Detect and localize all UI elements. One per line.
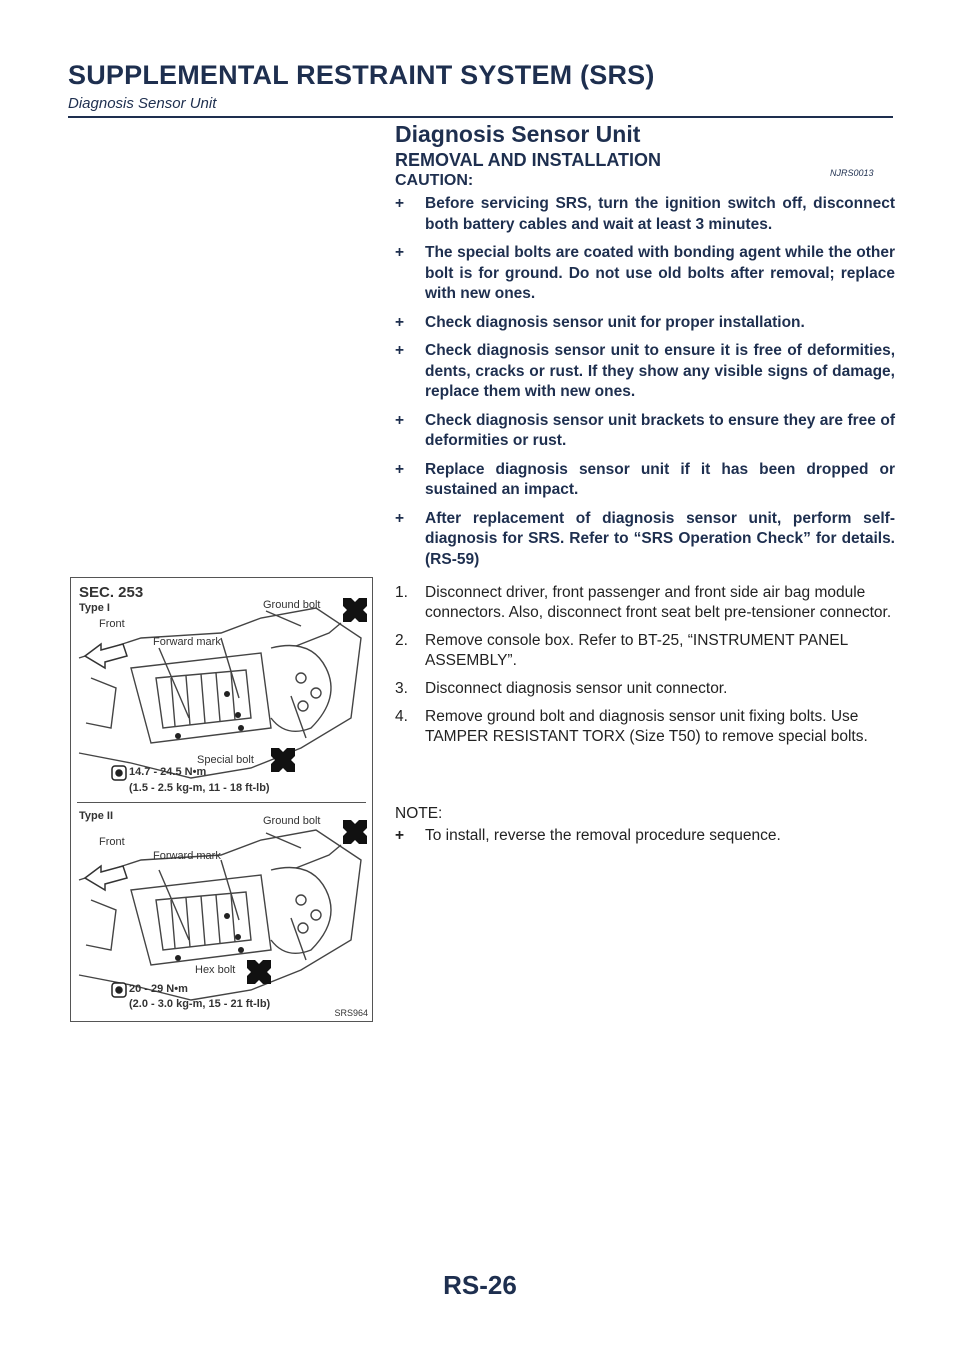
caution-item: + Before servicing SRS, turn the ignition switch off, disconnect both battery cables and wait at least 3 minutes. [395, 195, 895, 233]
bullet-mark: + [395, 509, 405, 527]
reference-code: NJRS0013 [830, 168, 874, 178]
figure-type2-label: Type II [79, 810, 114, 822]
caution-item: + After replacement of diagnosis sensor unit, perform self-diagnosis for SRS. Refer to “SRS Operation Check” for details. (RS-59) [395, 509, 895, 568]
figure-torque-value: 20 - 29 N•m [129, 983, 188, 995]
bullet-mark: + [395, 195, 405, 212]
front-arrow-icon [85, 644, 127, 668]
bullet-mark: + [395, 244, 405, 261]
figure-front-label: Front [99, 618, 125, 630]
caution-item: + Check diagnosis sensor unit to ensure it is free of deformities, dents, cracks or rust. If they show any visible signs of damage, replace them with new ones. [395, 342, 895, 400]
diagnosis-sensor-figure [70, 577, 373, 1022]
note-label: NOTE: [395, 805, 443, 822]
figure-forward-mark-label: Forward mark [153, 636, 221, 648]
header-divider [68, 116, 893, 118]
bullet-mark: + [395, 460, 405, 478]
figure-front-label: Front [99, 836, 125, 848]
bullet-mark: + [395, 342, 405, 359]
procedure-step: 2. Remove console box. Refer to BT-25, “INSTRUMENT PANEL ASSEMBLY”. [395, 632, 848, 669]
subsection-title: REMOVAL AND INSTALLATION [395, 150, 661, 170]
bullet-mark: + [395, 411, 405, 429]
caution-item: + Replace diagnosis sensor unit if it has been dropped or sustained an impact. [395, 460, 895, 498]
figure-torque-conversion: (1.5 - 2.5 kg-m, 11 - 18 ft-lb) [129, 782, 270, 794]
sensor-unit-illustration [71, 578, 372, 1021]
procedure-steps [395, 583, 893, 755]
procedure-step: 4. Remove ground bolt and diagnosis sensor unit fixing bolts. Use TAMPER RESISTANT TORX (Size T50) to remove special bolts. [395, 708, 868, 745]
bullet-mark: + [395, 827, 405, 844]
figure-section-label: SEC. 253 [79, 584, 144, 601]
caution-label: CAUTION: [395, 172, 474, 189]
procedure-step: 1. Disconnect driver, front passenger and front side air bag module connectors. Also, disconnect front seat belt pre-tensioner connector. [395, 584, 892, 621]
note-item: + To install, reverse the removal procedure sequence. [395, 827, 781, 844]
figure-type1-label: Type I [79, 602, 110, 614]
figure-ground-bolt-label: Ground bolt [263, 815, 321, 827]
bullet-mark: + [395, 313, 405, 331]
page-header-title: SUPPLEMENTAL RESTRAINT SYSTEM (SRS) [68, 60, 655, 90]
figure-forward-mark-label: Forward mark [153, 850, 221, 862]
procedure-step: 3. Disconnect diagnosis sensor unit connector. [395, 680, 728, 697]
figure-hex-bolt-label: Hex bolt [195, 964, 236, 976]
figure-torque-conversion: (2.0 - 3.0 kg-m, 15 - 21 ft-lb) [129, 998, 271, 1010]
caution-item: + Check diagnosis sensor unit brackets to ensure they are free of deformities or rust. [395, 411, 895, 449]
page-number: RS-26 [443, 1270, 517, 1300]
figure-special-bolt-label: Special bolt [197, 754, 254, 766]
page-header-subtitle: Diagnosis Sensor Unit [68, 95, 217, 112]
caution-item: + Check diagnosis sensor unit for proper installation. [395, 313, 895, 334]
front-arrow-icon [85, 866, 127, 890]
note-list [395, 826, 893, 846]
figure-id: SRS964 [334, 1008, 368, 1018]
figure-ground-bolt-label: Ground bolt [263, 599, 321, 611]
figure-torque-value: 14.7 - 24.5 N•m [129, 766, 207, 778]
caution-item: + The special bolts are coated with bonding agent while the other bolt is for ground. Do not use old bolts after removal; replace with new ones. [395, 244, 895, 302]
caution-list [395, 194, 895, 578]
figure-divider [77, 802, 366, 803]
section-title: Diagnosis Sensor Unit [395, 121, 641, 147]
